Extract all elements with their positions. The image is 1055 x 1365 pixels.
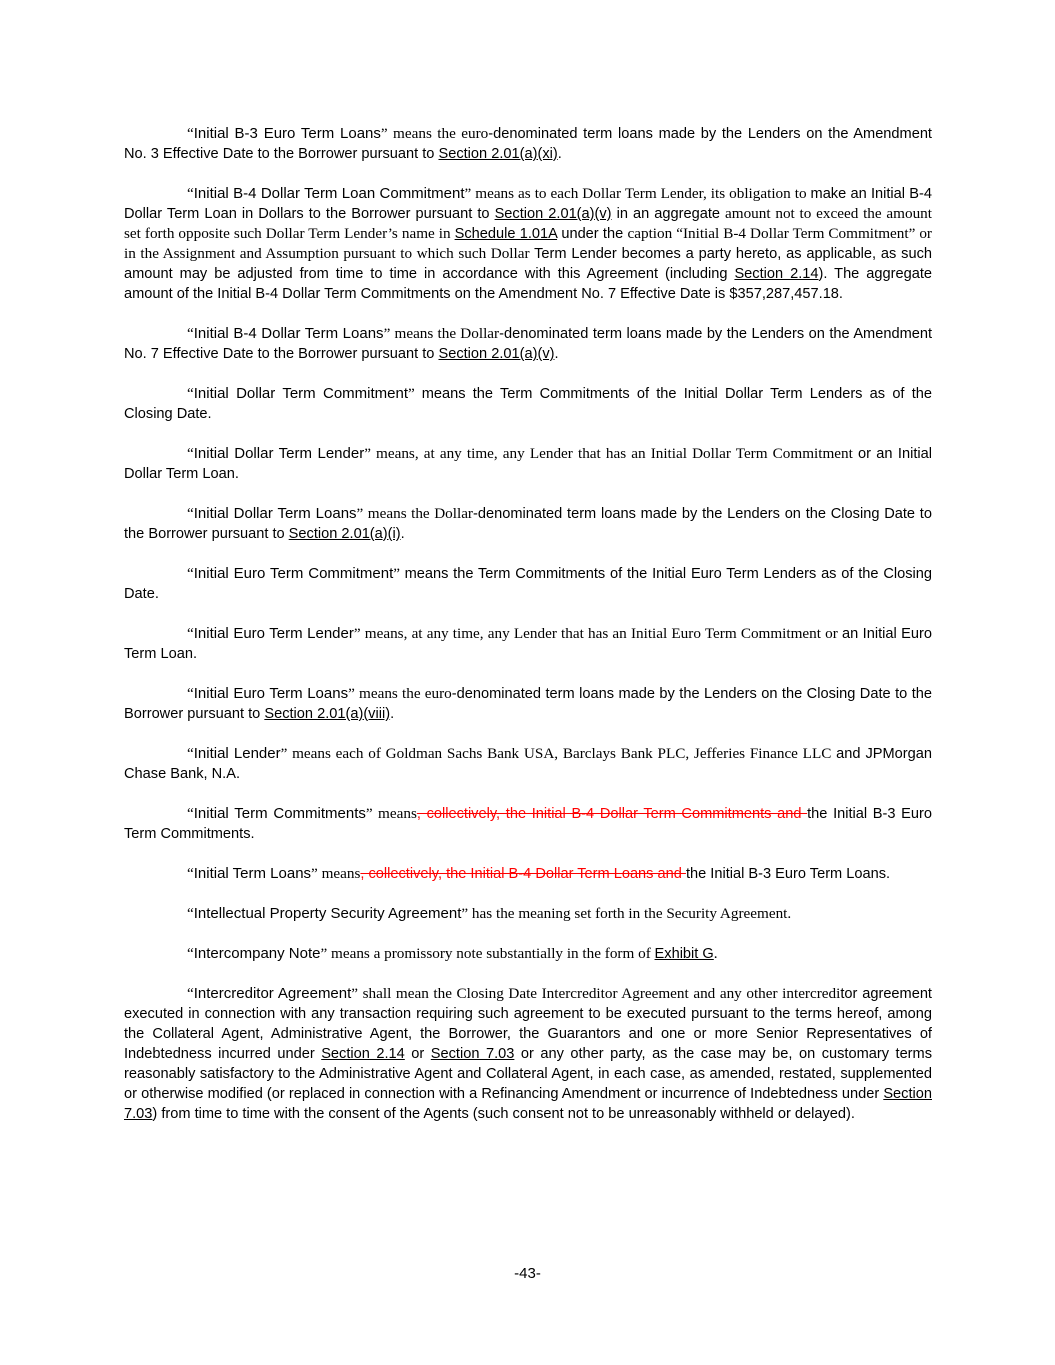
defined-term: Initial Euro Term Loans [193,685,349,702]
definition-text: Term Lender becomes a party hereto, as applicable, as such amount may be adjusted from time to time in accordance with this Agreement (including [124,246,932,282]
defined-term: Intercreditor Agreement [193,985,352,1002]
defined-term: Initial Dollar Term Commitment [193,385,409,402]
document-body [124,124,932,1144]
open-quote: “ [187,125,194,142]
defined-term: Initial Euro Term Commitment [193,565,394,582]
section-reference: Section 2.01(a)(viii) [264,706,391,722]
open-quote: “ [187,505,194,522]
definition-paragraph [124,184,932,304]
definition-text: . [554,346,559,362]
definition-text: -denominated term loans made by the Lenders on the Closing Date to the Borrower pursuant to [124,506,932,542]
open-quote: “ [187,805,194,822]
definition-text: the Initial B-3 Euro Term Loans. [685,866,891,882]
definition-text: ” means [365,805,417,822]
definition-paragraph [124,944,932,964]
defined-term: Initial Euro Term Lender [193,625,354,642]
definition-text: make an Initial B-4 Dollar Term Loan in Dollars to the Borrower pursuant to [124,186,932,222]
definition-paragraph [124,904,932,924]
section-reference: Section 2.14 [734,266,819,282]
definition-paragraph [124,864,932,884]
definition-text: . [400,526,405,542]
defined-term: Initial B-4 Dollar Term Loans [193,325,384,342]
definition-paragraph [124,384,932,424]
definition-text: ” means each of Goldman Sachs Bank USA, Barclays Bank PLC, Jefferies Finance LLC [280,745,837,762]
section-reference: Section 2.01(a)(v) [494,206,612,222]
definition-text: -denominated term loans made by the Lenders on the Amendment No. 3 Effective Date to the Borrower pursuant to [124,126,932,162]
page-number: -43- [514,1265,541,1282]
defined-term: Intellectual Property Security Agreement [193,905,462,922]
open-quote: “ [187,945,194,962]
definition-text: ” [393,565,405,582]
definition-text: or any other party, as the case may be, on customary terms reasonably satisfactory to the Administrative Agent and Collateral Agent, in each case, as amended, restated, supplemented or otherwise modified (or replaced in connection with a Refinancing Amendment or incurrence of Indebtedness under [124,1046,932,1102]
definition-text: under the [557,226,628,242]
definition-text: ” means, at any time, any Lender that has an Initial Dollar Term Commitment [364,445,858,462]
definition-text: ” means the Dollar [356,505,473,522]
definition-text: in an aggregate [611,206,726,222]
definition-paragraph [124,564,932,604]
defined-term: Initial Term Commitments [193,805,366,822]
deleted-text: , collectively, the Initial B-4 Dollar Term Commitments and [416,806,808,822]
section-reference: Schedule 1.01A [454,226,558,242]
definition-text: an Initial Euro Term Loan. [124,626,932,662]
defined-term: Initial Term Loans [193,865,312,882]
definition-text: . [557,146,562,162]
definition-paragraph [124,804,932,844]
definition-text: ” means the euro [380,125,489,142]
open-quote: “ [187,625,194,642]
defined-term: Intercompany Note [193,945,321,962]
open-quote: “ [187,325,194,342]
section-reference: Section 2.14 [321,1046,405,1062]
definition-paragraph [124,744,932,784]
definition-text: means the Term Commitments of the Initial Euro Term Lenders as of the Closing Date. [124,566,932,602]
open-quote: “ [187,905,194,922]
definition-paragraph [124,984,932,1124]
section-reference: Exhibit G [654,946,714,962]
open-quote: “ [187,685,194,702]
definition-text: ” means a promissory note substantially in the form of [320,945,655,962]
open-quote: “ [187,185,194,202]
defined-term: Initial B-3 Euro Term Loans [193,125,381,142]
definition-text: and JPMorgan Chase Bank, N.A. [124,746,932,782]
open-quote: “ [187,985,194,1002]
defined-term: Initial B-4 Dollar Term Loan Commitment [193,185,465,202]
definition-text: the Initial B-3 Euro Term Commitments. [124,806,933,842]
definition-text: -denominated term loans made by the Lenders on the Amendment No. 7 Effective Date to the Borrower pursuant to [124,326,933,362]
definition-paragraph [124,684,932,724]
definition-text: ) from time to time with the consent of the Agents (such consent not to be unreasonably withheld or delayed). [152,1106,855,1122]
definition-text: -denominated term loans made by the Lenders on the Closing Date to the Borrower pursuant to [124,686,932,722]
definition-text: or an Initial Dollar Term Loan. [124,446,932,482]
defined-term: Initial Dollar Term Loans [193,505,357,522]
definition-text: ” shall mean the Closing Date Intercreditor Agreement and any other intercredi [351,985,841,1002]
open-quote: “ [187,565,194,582]
open-quote: “ [187,865,194,882]
definition-paragraph [124,124,932,164]
definition-paragraph [124,444,932,484]
section-reference: Section 2.01(a)(v) [438,346,555,362]
definition-text: ” means as to each Dollar Term Lender, its obligation to [464,185,811,202]
definition-text: amount not to exceed the amount set forth opposite such Dollar Term Lender’s name in [124,205,932,242]
definition-text: ” [408,385,422,402]
definition-text: ” means, at any time, any Lender that has an Initial Euro Term Commitment or [353,625,842,642]
definition-text: . [390,706,395,722]
definition-text: caption “Initial B-4 Dollar Term Commitment” or in the Assignment and Assumption pursuant to which such Dollar [124,225,932,262]
open-quote: “ [187,445,194,462]
definition-paragraph [124,324,932,364]
definition-text: ” means the Dollar [383,325,500,342]
section-reference: Section 7.03 [430,1046,515,1062]
definition-paragraph [124,504,932,544]
section-reference: Section 2.01(a)(i) [288,526,401,542]
definition-paragraph [124,624,932,664]
open-quote: “ [187,745,194,762]
section-reference: Section 7.03 [124,1086,932,1122]
section-reference: Section 2.01(a)(xi) [438,146,558,162]
defined-term: Initial Lender [193,745,281,762]
definition-text: ” means [311,865,361,882]
deleted-text: , collectively, the Initial B-4 Dollar Term Loans and [360,866,686,882]
definition-text: tor agreement executed in connection with any transaction requiring such agreement to be executed pursuant to the terms hereof, among the Collateral Agent, Administrative Agent, the Borrower, the Guarantors and one or more Senior Representatives of Indebtedness incurred under [124,986,932,1062]
defined-term: Initial Dollar Term Lender [193,445,365,462]
definition-text: . [713,945,718,962]
definition-text: or [404,1046,431,1062]
open-quote: “ [187,385,194,402]
definition-text: means the Term Commitments of the Initial Dollar Term Lenders as of the Closing Date. [124,386,932,422]
definition-text: ” has the meaning set forth in the Security Agreement. [461,905,792,922]
definition-text: ). The aggregate amount of the Initial B-4 Dollar Term Commitments on the Amendment No. 7 Effective Date is $357,287,457.18. [124,266,933,302]
definition-text: ” means the euro [348,685,452,702]
